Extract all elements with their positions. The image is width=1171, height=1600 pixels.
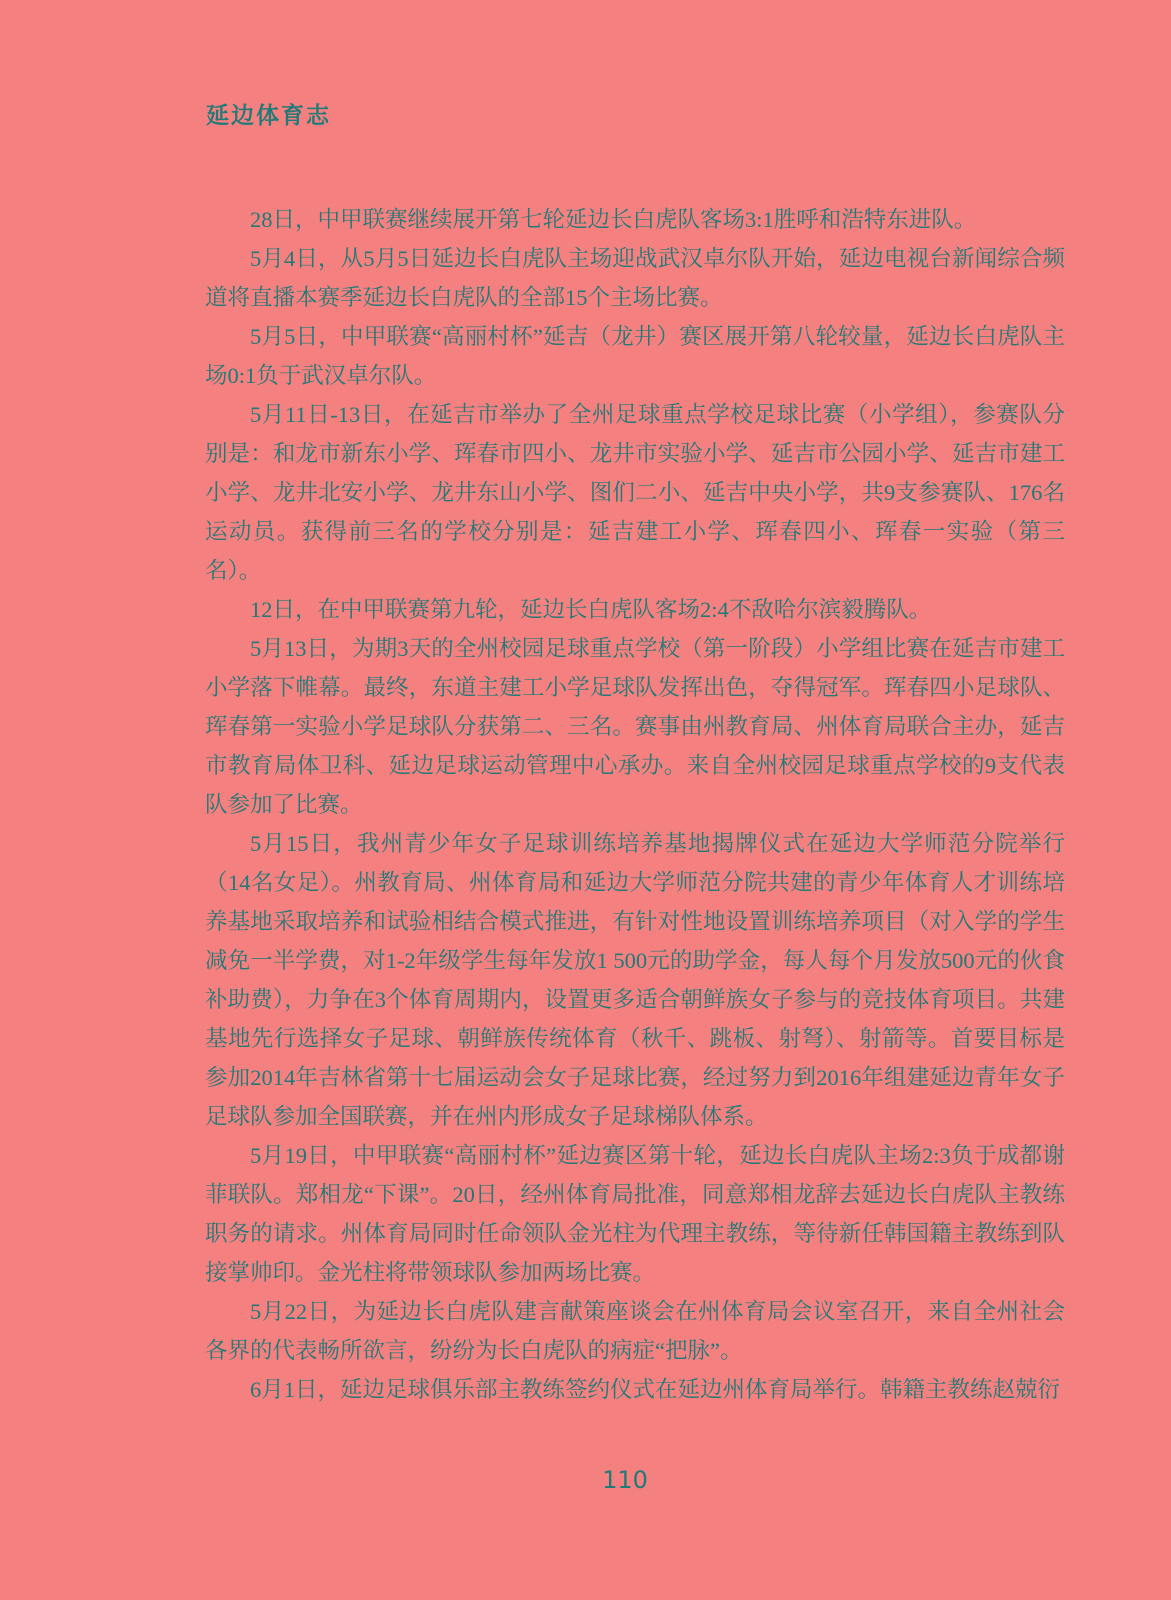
body-text — [205, 200, 1065, 1409]
paragraph: 6月1日，延边足球俱乐部主教练签约仪式在延边州体育局举行。韩籍主教练赵兢衍 — [250, 1377, 1061, 1402]
paragraph: 28日，中甲联赛继续展开第七轮延边长白虎队客场3:1胜呼和浩特东进队。 — [250, 207, 977, 232]
paragraph: 5月4日，从5月5日延边长白虎队主场迎战武汉卓尔队开始，延边电视台新闻综合频道将直播本赛季延边长白虎队的全部15个主场比赛。 — [205, 246, 1065, 310]
page-number: 110 — [602, 1466, 648, 1494]
paragraph: 12日，在中甲联赛第九轮，延边长白虎队客场2:4不敌哈尔滨毅腾队。 — [250, 597, 932, 622]
paragraph: 5月19日，中甲联赛“高丽村杯”延边赛区第十轮，延边长白虎队主场2:3负于成都谢菲联队。郑相龙“下课”。20日，经州体育局批准，同意郑相龙辞去延边长白虎队主教练职务的请求。州体育局同时任命领队金光柱为代理主教练，等待新任韩国籍主教练到队接掌帅印。金光柱将带领球队参加两场比赛。 — [205, 1143, 1065, 1285]
paragraph: 5月11日-13日，在延吉市举办了全州足球重点学校足球比赛（小学组），参赛队分别是：和龙市新东小学、珲春市四小、龙井市实验小学、延吉市公园小学、延吉市建工小学、龙井北安小学、龙井东山小学、图们二小、延吉中央小学，共9支参赛队、176名运动员。获得前三名的学校分别是：延吉建工小学、珲春四小、珲春一实验（第三名）。 — [205, 402, 1065, 583]
paragraph: 5月15日，我州青少年女子足球训练培养基地揭牌仪式在延边大学师范分院举行（14名女足）。州教育局、州体育局和延边大学师范分院共建的青少年体育人才训练培养基地采取培养和试验相结合模式推进，有针对性地设置训练培养项目（对入学的学生减免一半学费，对1-2年级学生每年发放1 500元的助学金，每人每个月发放500元的伙食补助费），力争在3个体育周期内，设置更多适合朝鲜族女子参与的竞技体育项目。共建基地先行选择女子足球、朝鲜族传统体育（秋千、跳板、射弩）、射箭等。首要目标是参加2014年吉林省第十七届运动会女子足球比赛，经过努力到2016年组建延边青年女子足球队参加全国联赛，并在州内形成女子足球梯队体系。 — [205, 831, 1065, 1129]
paragraph: 5月5日，中甲联赛“高丽村杯”延吉（龙井）赛区展开第八轮较量，延边长白虎队主场0:1负于武汉卓尔队。 — [205, 324, 1065, 388]
paragraph: 5月13日，为期3天的全州校园足球重点学校（第一阶段）小学组比赛在延吉市建工小学落下帷幕。最终，东道主建工小学足球队发挥出色，夺得冠军。珲春四小足球队、珲春第一实验小学足球队分获第二、三名。赛事由州教育局、州体育局联合主办，延吉市教育局体卫科、延边足球运动管理中心承办。来自全州校园足球重点学校的9支代表队参加了比赛。 — [205, 636, 1065, 817]
running-header: 延边体育志 — [206, 103, 331, 129]
paragraph: 5月22日，为延边长白虎队建言献策座谈会在州体育局会议室召开，来自全州社会各界的代表畅所欲言，纷纷为长白虎队的病症“把脉”。 — [205, 1299, 1065, 1363]
